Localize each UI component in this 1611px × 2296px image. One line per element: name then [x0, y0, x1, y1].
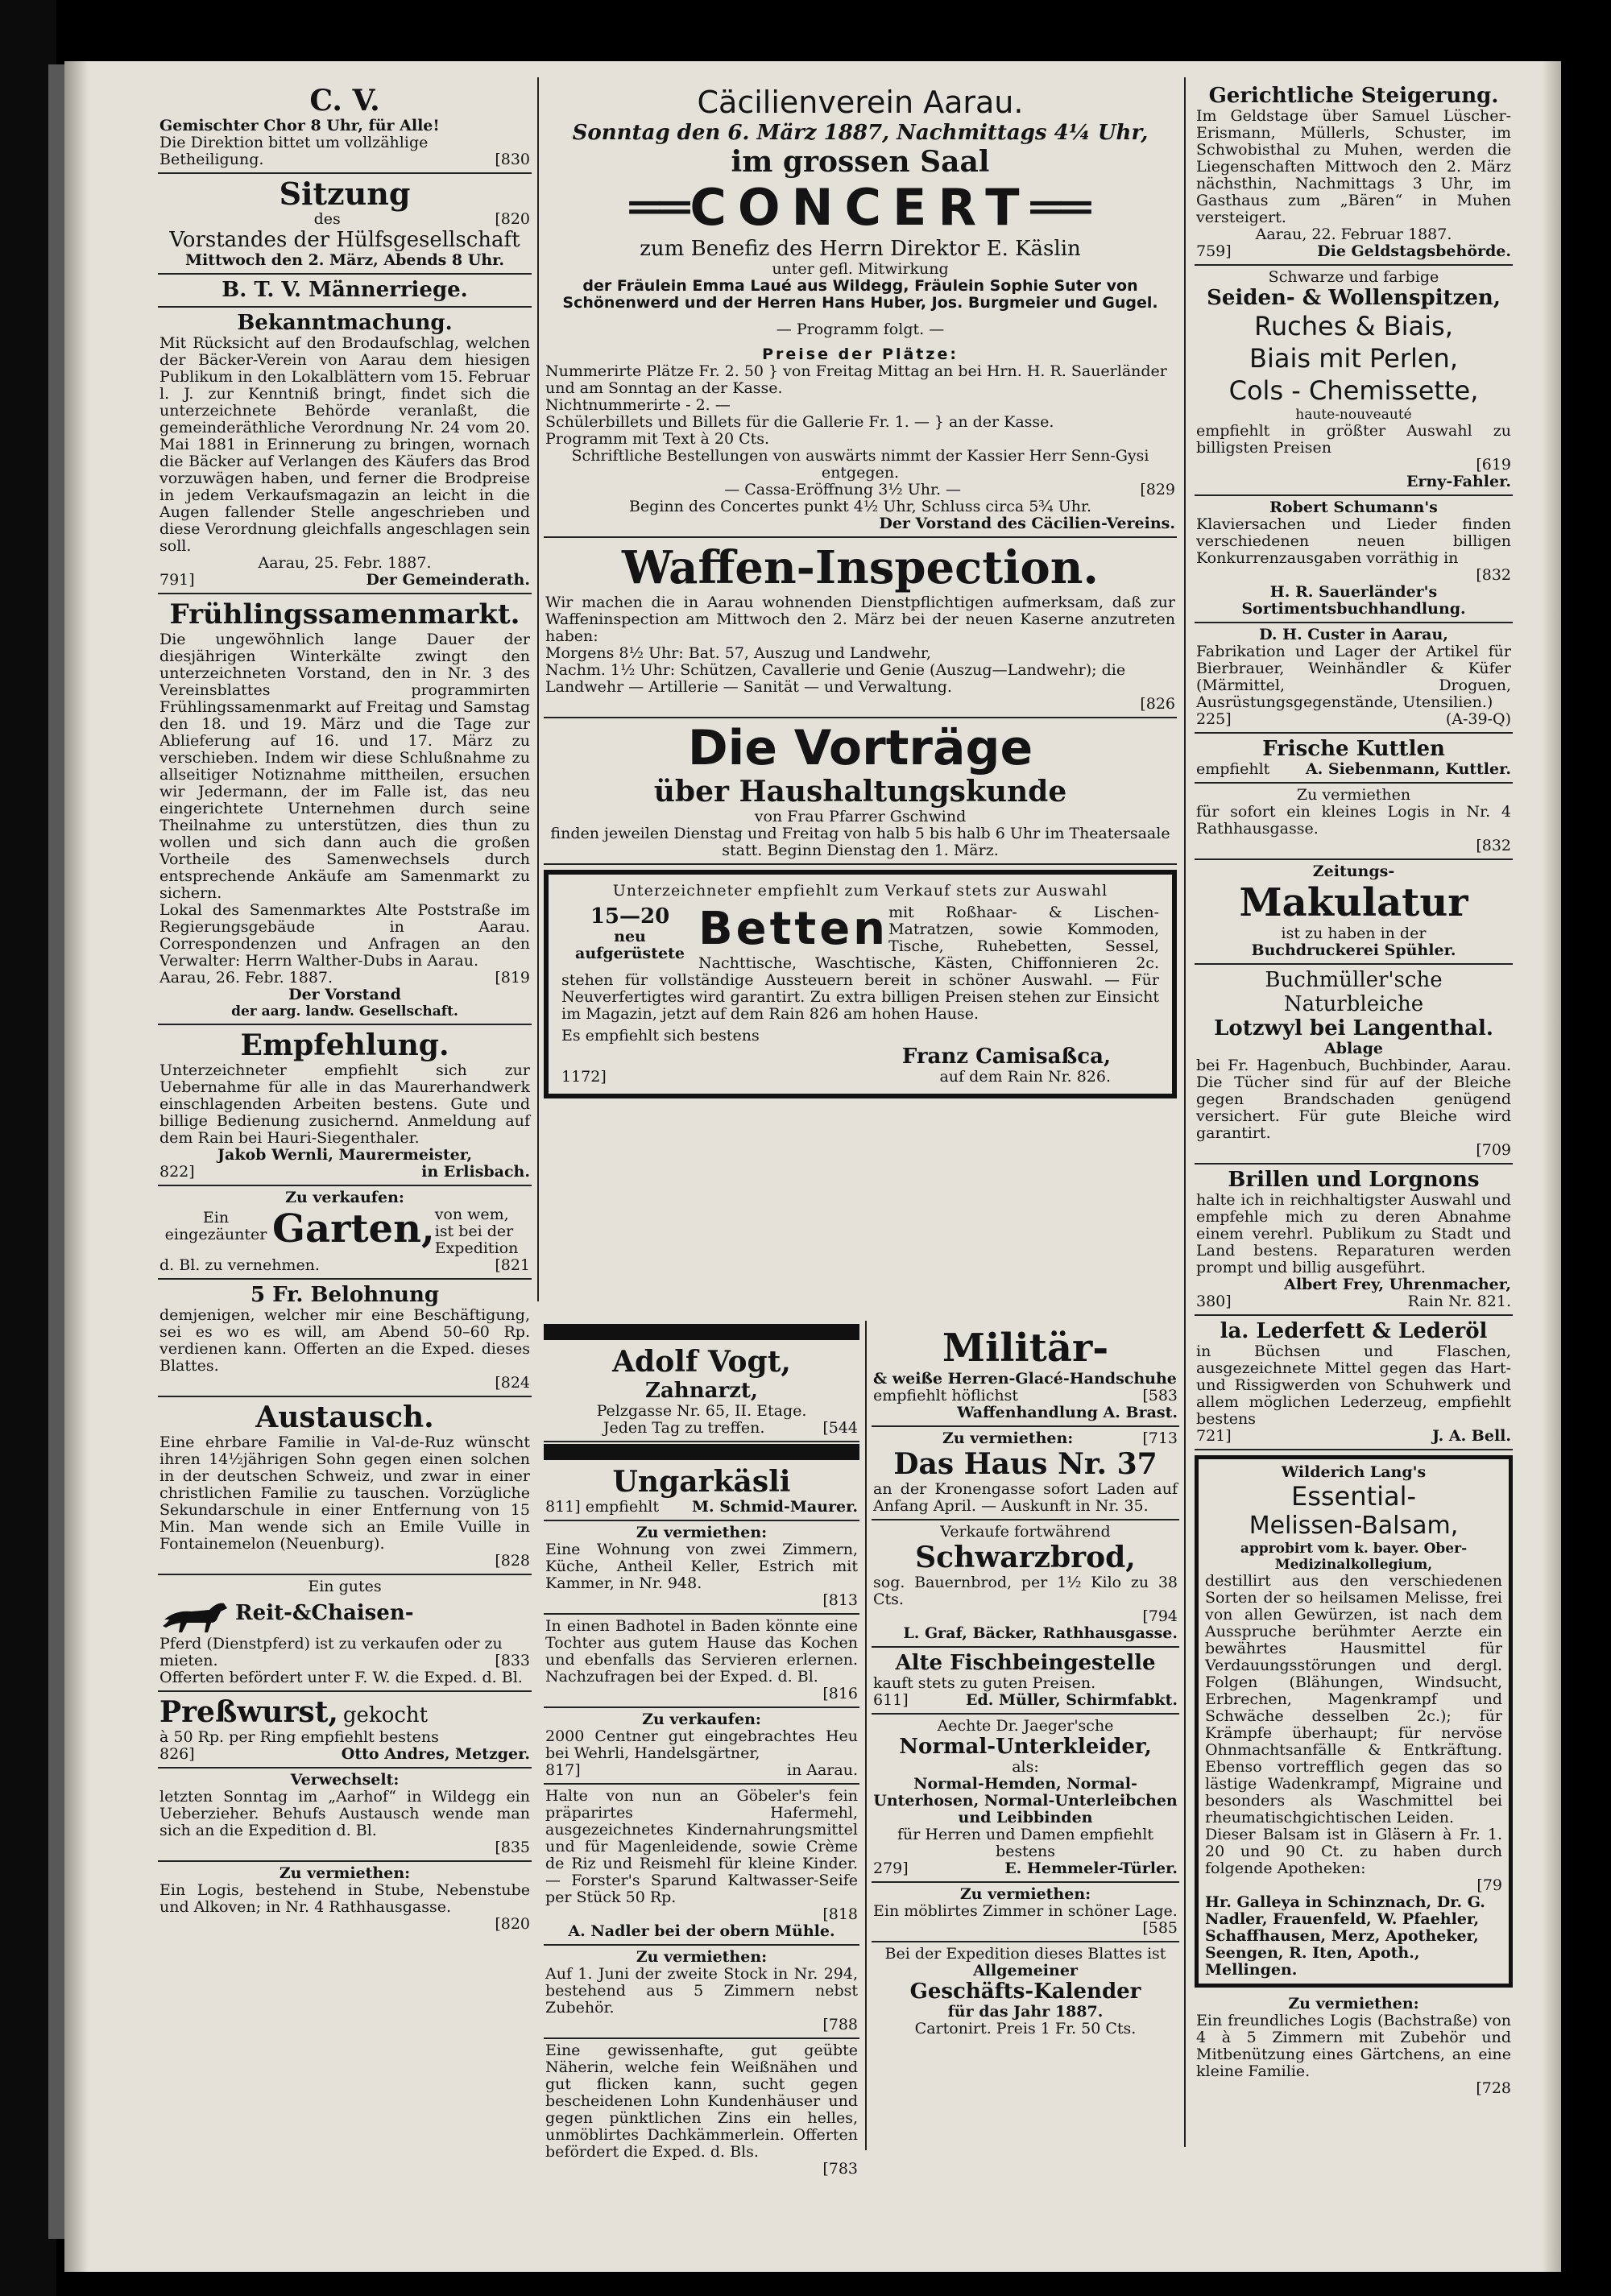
ad-line: empfiehlt: [585, 1498, 660, 1516]
ad-line: Wilderich Lang's: [1281, 1463, 1427, 1481]
ad-naeherin: [544, 2039, 859, 2182]
ad-line: Nummerirte Plätze Fr. 2. 50 } von Freitag Mittag an bei Hrn. H. R. Sauerländer und am Sonntag an der Kasse.: [545, 362, 1167, 397]
ad-zimmer: [872, 1883, 1179, 1942]
ad-text: der Fräulein Emma Laué aus Wildegg, Fräulein Sophie Suter von Schönenwerd und der Herren Hans Huber, Jos. Burgmeier und Gugel.: [562, 277, 1158, 312]
ad-ref: 811]: [545, 1498, 581, 1516]
page-edge-shadow: [1542, 61, 1561, 2272]
ad-text: Unterzeichneter empfiehlt sich zur Uebernahme für alle in das Maurerhandwerk einschlagenden Arbeiten bestens. Gute und billige Bedienung zusichernd. Anmeldung auf dem Rain bei Hauri-Siegenthaler.: [159, 1061, 530, 1147]
ad-text: von wem, ist bei der Expedition d. Bl. zu vernehmen.: [159, 1206, 519, 1274]
ad-ref: [830: [495, 151, 530, 168]
ad-line: zum Benefiz des Herrn Direktor E. Käslin: [640, 237, 1081, 261]
column-left: [158, 81, 532, 1937]
ad-line: haute-nouveauté: [1295, 407, 1412, 423]
ad-line: à 50 Rp. per Ring empfiehlt bestens: [159, 1728, 439, 1746]
ad-big: Seiden- & Wollenspitzen,: [1207, 286, 1501, 310]
ad-title: Ungarkäsli: [612, 1465, 791, 1499]
ad-text: kauft stets zu guten Preisen.: [873, 1674, 1096, 1692]
ad-ref: [713: [1142, 1429, 1178, 1447]
ad-title: Robert Schumann's: [1269, 499, 1438, 516]
ad-sign: A. Nadler bei der obern Mühle.: [568, 1922, 835, 1940]
ad-line: Nachm. 1½ Uhr: Schützen, Cavallerie und Genie (Auszug—Landwehr); die Landwehr — Artillerie — Sanität — und Verwaltung.: [545, 661, 1126, 696]
ad-text: Eine gewissenhafte, gut geübte Näherin, welche fein Weißnähen und gut flicken kann, sucht gegen bescheidenen Lohn Kundenhäuser und gegen pünktlichen Zins ein helles, unmöblirtes Dachkämmerlein. Offerten befördert die Exped. d. Bls.: [545, 2042, 858, 2161]
ad-head: Ablage: [1324, 1040, 1383, 1057]
ad-belohnung: [158, 1280, 532, 1397]
ad-logis2: [1195, 784, 1513, 860]
ad-ref: 817]: [545, 1761, 581, 1779]
ad-sign: M. Schmid-Maurer.: [692, 1498, 858, 1516]
ad-date: Aarau, 25. Febr. 1887.: [258, 554, 432, 572]
ad-text: demjenigen, welcher mir eine Beschäftigung, sei es wo es will, am Abend 50–60 Rp. verdienen kann. Offerten an die Exped. dieses Blattes.: [159, 1306, 530, 1375]
ad-ref: [829: [1140, 481, 1175, 499]
ad-text: In einen Badhotel in Baden könnte eine Tochter aus gutem Hause das Kochen und ebenfalls das Servieren erlernen. Nachzufragen bei der Exped. d. Bl.: [545, 1617, 858, 1686]
ad-title: Militär-: [942, 1326, 1109, 1371]
ad-text: Offerten befördert unter F. W. die Exped. d. Bl.: [159, 1669, 523, 1686]
ad-line: & weiße Herren-Glacé-Handschuhe: [873, 1370, 1177, 1388]
ad-title: B. T. V. Männerriege.: [222, 278, 468, 302]
ad-ref: [813: [822, 1591, 858, 1609]
ad-stock: [544, 1946, 859, 2039]
ad-addr: auf dem Rain Nr. 826.: [939, 1068, 1111, 1086]
ad-addr: Rain Nr. 821.: [1407, 1293, 1511, 1310]
ad-title: 5 Fr. Belohnung: [250, 1283, 440, 1307]
ad-head: Zu vermiethen:: [636, 1948, 768, 1966]
ad-ref: 759]: [1196, 242, 1232, 260]
column-rule: [537, 77, 539, 1301]
ad-title: Austausch.: [255, 1400, 434, 1434]
ad-ref: 1172]: [561, 1068, 607, 1086]
ad-title: Verwechselt:: [290, 1771, 400, 1789]
ad-ref: [832: [1476, 837, 1511, 854]
ad-line: Unterzeichneter empfiehlt zum Verkauf stets zur Auswahl: [612, 882, 1108, 900]
ad-ref: (A-39-Q): [1445, 710, 1511, 728]
ad-betten: [544, 870, 1177, 1098]
ad-steigerung: [1195, 81, 1513, 266]
ad-line: — Programm folgt. —: [776, 321, 945, 338]
ad-ref: [783: [822, 2160, 858, 2178]
ad-haus: [872, 1427, 1179, 1520]
ad-sub: über Haushaltungskunde: [653, 775, 1067, 809]
ad-line: unter gefl. Mitwirkung: [772, 260, 949, 278]
ad-line: des: [313, 210, 341, 228]
ad-head: Zu vermiethen: [1296, 786, 1411, 804]
ad-head: Zu vermiethen:: [636, 1524, 768, 1541]
ad-waffen: [544, 538, 1177, 718]
ad-text: sog. Bauernbrod, per 1½ Kilo zu 38 Cts.: [873, 1574, 1178, 1608]
ad-balsam: [1195, 1455, 1513, 1988]
ad-sub: Zahnarzt,: [644, 1379, 758, 1403]
ad-line: eingezäunter: [164, 1226, 267, 1243]
ad-date: Aarau, 26. Febr. 1887.: [159, 969, 333, 987]
ad-place: im grossen Saal: [731, 145, 990, 179]
ad-schumann: [1195, 496, 1513, 623]
ad-title: Gerichtliche Steigerung.: [1208, 84, 1499, 108]
ad-line: Schriftliche Bestellungen von auswärts nimmt der Kassier Herr Senn-Gysi entgegen.: [571, 447, 1149, 482]
horse-icon: [159, 1595, 230, 1636]
ad-sign: Franz Camisaßca,: [901, 1045, 1111, 1069]
ad-title: Bekanntmachung.: [237, 311, 453, 335]
ad-line: Pelzgasse Nr. 65, II. Etage.: [596, 1402, 807, 1420]
ad-sign: der aarg. landw. Gesellschaft.: [231, 1003, 458, 1020]
ad-line: Schwarze und farbige: [1268, 268, 1439, 286]
ad-ref: [820: [495, 210, 530, 228]
ad-ref: [816: [822, 1685, 858, 1702]
ad-presswurst: [158, 1692, 532, 1769]
column-middle-top: [544, 81, 1177, 1321]
ad-ref: 225]: [1196, 710, 1232, 728]
ad-title: Cäcilienverein Aarau.: [697, 85, 1024, 120]
ad-big: Makulatur: [1239, 880, 1468, 925]
ad-ref: [544: [822, 1419, 858, 1437]
ad-bekanntmachung: [158, 308, 532, 594]
divider-bar: [544, 1444, 859, 1460]
ad-ref: [818: [822, 1905, 858, 1923]
ad-line: Morgens 8½ Uhr: Bat. 57, Auszug und Landwehr,: [545, 644, 931, 662]
ad-text: Hr. Galleya in Schinznach, Dr. G. Nadler, Frauenfeld, W. Pfaehler, Schaffhausen, Merz, Apotheker, Seengen, R. Iten, Apoth., Mellingen.: [1205, 1893, 1485, 1979]
ad-text: Fabrikation und Lager der Artikel für Bierbrauer, Weinhändler & Küfer (Märmittel, Droguen, Ausrüstungsgegenstände, Utensilien.): [1196, 643, 1511, 711]
ad-sitzung: [158, 174, 532, 275]
ad-text: empfiehlt in größter Auswahl zu billigsten Preisen: [1196, 422, 1511, 457]
ad-title: Sitzung: [279, 176, 411, 212]
ad-big: Ruches & Biais,: [1254, 311, 1453, 341]
ad-text: Ein Logis, bestehend in Stube, Nebenstube und Alkoven; in Nr. 4 Rathhausgasse.: [159, 1881, 530, 1916]
ad-text: Dieser Balsam ist in Gläsern à Fr. 1. 20 und 90 Ct. zu haben durch folgende Apotheken:: [1205, 1826, 1502, 1877]
ad-line: Nichtnummerirte - 2. —: [545, 396, 731, 414]
ad-ref: [824: [495, 1374, 530, 1392]
ad-ref: [833: [495, 1652, 530, 1669]
column-rule: [865, 1321, 867, 2150]
ad-vortraege: [544, 718, 1177, 865]
ad-text: in Büchsen und Flaschen, ausgezeichnete Mittel gegen das Hart- und Rissigwerden von Schuhwerk und allem möglichen Lederzeug, empfiehlt bestens: [1196, 1342, 1511, 1428]
ad-big: Preßwurst,: [159, 1695, 338, 1729]
ad-hafer: [544, 1785, 859, 1946]
ad-ref: 611]: [873, 1691, 909, 1709]
ad-line: Ein: [202, 1209, 230, 1227]
ad-date: Sonntag den 6. März 1887, Nachmittags 4¼ Uhr,: [572, 121, 1149, 145]
ad-garten: [158, 1186, 532, 1280]
ad-line: Beginn des Concertes punkt 4½ Uhr, Schluss circa 5¾ Uhr.: [628, 498, 1092, 515]
ad-text: 2000 Centner gut eingebrachtes Heu bei Wehrli, Handelsgärtner,: [545, 1727, 858, 1762]
ad-line: Programm mit Text à 20 Cts.: [545, 430, 770, 448]
ad-text: halte ich in reichhaltigster Auswahl und empfehle mich zu deren Abnahme einem verehrl. Publikum zu Stadt und Land bestens. Reparaturen werden prompt und billig ausgeführt.: [1196, 1191, 1511, 1276]
ad-title: Empfehlung.: [240, 1028, 449, 1062]
ad-sign: Der Vorstand des Cäcilien-Vereins.: [879, 515, 1175, 532]
ad-big: Normal-Unterkleider,: [899, 1735, 1152, 1759]
ad-text: finden jeweilen Dienstag und Freitag von halb 5 bis halb 6 Uhr im Theatersaale statt. Beginn Dienstag den 1. März.: [550, 825, 1170, 859]
ad-head: Zu vermiethen:: [942, 1429, 1074, 1447]
ad-sign: Jakob Wernli, Maurermeister,: [217, 1146, 472, 1164]
divider-bar: [544, 1324, 859, 1340]
ad-empfehlung: [158, 1025, 532, 1186]
ad-btv: [158, 275, 532, 308]
ad-line: Ein gutes: [308, 1578, 382, 1595]
ad-text: an der Kronengasse sofort Laden auf Anfang April. — Auskunft in Nr. 35.: [873, 1480, 1178, 1515]
ad-big: Frische Kuttlen: [1262, 737, 1445, 761]
ad-line: Allgemeiner: [973, 1962, 1078, 1980]
ad-text: Die Direktion bittet um vollzählige Betheiligung.: [159, 134, 429, 168]
ad-ref: [794: [1142, 1607, 1178, 1625]
ad-text: Eine ehrbare Familie in Val-de-Ruz wünscht ihren 14½jährigen Sohn gegen einen solchen in der deutschen Schweiz, und zwar in einer christlichen Familie zu tauschen. Vorzügliche Sekundarschule in einer Entfernung von 15 Min. Man wende sich an Emile Vuille in Fontainemelon (Neuenburg).: [159, 1433, 530, 1553]
ad-big: ══CONCERT══: [629, 178, 1091, 237]
scan-edge: [48, 64, 64, 2239]
ad-kuttlen: [1195, 734, 1513, 784]
ad-ref: [79: [1476, 1876, 1502, 1894]
ad-big: Garten,: [272, 1206, 435, 1251]
ad-sign: J. A. Bell.: [1432, 1427, 1511, 1445]
ad-title: Zu vermiethen:: [279, 1864, 411, 1882]
ad-ref: 279]: [873, 1860, 909, 1877]
ad-ref: 721]: [1196, 1427, 1232, 1445]
ad-ref: 791]: [159, 571, 195, 589]
ad-sign: Der Vorstand: [288, 986, 401, 1003]
ad-heu: [544, 1708, 859, 1785]
ad-line: Preise der Plätze:: [762, 345, 959, 363]
ad-ref: [820: [495, 1915, 530, 1933]
ad-text: Im Geldstage über Samuel Lüscher-Erismann, Müllerls, Schuster, im Schwobisthal zu Muhen, werden die Liegenschaften Mittwoch den 2. März nächsthin, Nachmittags 3 Uhr, im Gasthaus zum „Bären“ in Muhen versteigert.: [1196, 107, 1511, 226]
ad-sign: Erny-Fahler.: [1406, 473, 1511, 490]
ad-text: letzten Sonntag im „Aarhof“ in Wildegg ein Ueberzieher. Behufs Austausch wende man sich an die Expedition d. Bl.: [159, 1788, 530, 1839]
ad-samenmarkt: [158, 594, 532, 1025]
ad-line: approbirt vom k. bayer. Ober-Medizinalkollegium,: [1240, 1541, 1468, 1573]
ad-text: Lokal des Samenmarktes Alte Poststraße im Regierungsgebäude in Aarau. Correspondenzen und Anfragen an den Verwalter: Herrn Walther-Dubs in Aarau.: [159, 901, 530, 970]
column-middle-left: [544, 1322, 859, 2178]
ad-text: Pferd (Dienstpferd) ist zu verkaufen oder zu mieten.: [159, 1635, 503, 1669]
ad-big: Schwarzbrod,: [915, 1541, 1136, 1574]
page-gutter-shadow: [64, 61, 89, 2272]
ad-text: Halte von nun an Göbeler's fein präparirtes Hafermehl, ausgezeichnetes Kindernahrungsmittel und für Magenleidende, sowie Crème de Riz und Reismehl für kleine Kinder. — Forster's Sparund Kaltwasser-Seife per Stück 50 Rp.: [545, 1787, 858, 1906]
ad-big: Melissen-Balsam,: [1249, 1512, 1459, 1540]
ad-big: Essential-: [1290, 1481, 1416, 1512]
ad-line: Cartonirt. Preis 1 Fr. 50 Cts.: [914, 2020, 1137, 2037]
ad-ref: [828: [495, 1552, 530, 1570]
ad-ref: [728: [1476, 2079, 1511, 2097]
ad-bleiche: [1195, 965, 1513, 1165]
ad-fisch: [872, 1648, 1179, 1715]
ad-line: von Frau Pfarrer Gschwind: [754, 808, 967, 825]
ad-big: Das Haus Nr. 37: [893, 1447, 1158, 1481]
ad-verwechselt: [158, 1769, 532, 1862]
ad-title: C. V.: [309, 84, 380, 118]
concert-title: CONCERT: [690, 178, 1031, 237]
ad-sign: Albert Frey, Uhrenmacher,: [1284, 1276, 1511, 1293]
ad-line: — Cassa-Eröffnung 3½ Uhr. —: [724, 481, 962, 499]
ad-line: als:: [1012, 1758, 1039, 1776]
ad-big: Alte Fischbeingestelle: [895, 1651, 1156, 1675]
ad-line: Vorstandes der Hülfsgesellschaft: [169, 228, 520, 252]
ad-date: Aarau, 22. Februar 1887.: [1255, 225, 1452, 243]
ad-line: Jeden Tag zu treffen.: [603, 1419, 765, 1437]
ad-line: Schülerbillets und Billets für die Gallerie Fr. 1. — } an der Kasse.: [545, 413, 1054, 431]
ad-big: Biais mit Perlen,: [1249, 343, 1458, 374]
ad-title: Waffen-Inspection.: [622, 541, 1099, 594]
ad-line: für das Jahr 1887.: [947, 2003, 1104, 2021]
ad-text: bei Fr. Hagenbuch, Buchbinder, Aarau. Die Tücher sind für auf der Bleiche gegen Brandschaden genügend versichert. Für gute Bleiche wird garantirt.: [1196, 1057, 1511, 1142]
ad-sign: Der Gemeinderath.: [366, 571, 530, 589]
ad-sign: Otto Andres, Metzger.: [341, 1745, 530, 1763]
ad-sign: Waffenhandlung A. Brast.: [957, 1404, 1178, 1421]
ad-ref: [709: [1476, 1141, 1511, 1159]
ad-ref: [585: [1142, 1919, 1178, 1937]
ad-line: Verkaufe fortwährend: [940, 1523, 1111, 1541]
ad-ref: 380]: [1196, 1293, 1232, 1310]
column-middle-right: [872, 1322, 1179, 2152]
column-right: [1195, 81, 1513, 2101]
column-rule: [1184, 77, 1186, 2147]
ad-big: Betten: [698, 903, 889, 955]
ad-text: Ein möblirtes Zimmer in schöner Lage.: [873, 1902, 1178, 1920]
ad-text: für sofort ein kleines Logis in Nr. 4 Rathhausgasse.: [1196, 803, 1511, 838]
ad-line: ist zu haben in der: [1281, 925, 1427, 942]
ad-ref: [832: [1476, 566, 1511, 584]
ad-sign: L. Graf, Bäcker, Rathhausgasse.: [903, 1624, 1178, 1642]
ad-big: la. Lederfett & Lederöl: [1220, 1319, 1488, 1343]
ad-big: Lotzwyl bei Langenthal.: [1214, 1016, 1493, 1040]
ad-head: Zu verkaufen:: [285, 1189, 404, 1206]
ad-text: Die ungewöhnlich lange Dauer der diesjährigen Winterkälte zwingt den unterzeichneten Vorstand, den in Nr. 3 des Vereinsblattes programmirten Frühlingssamenmarkt auf Freitag und Samstag den 18. und 19. März und die Tage zur Ablieferung auf 16. und 17. März zu verschieben. Indem wir diese Schlußnahme zu allseitiger Notiznahme mittheilen, ersuchen wir Jedermann, der im Falle ist, das neu eingerichtete Unternehmen durch seine Theilnahme zu unterstützen, dies thun zu wollen und sich dann auch die großen Vortheile des Samenwechsels durch entsprechende Ankäufe am Samenmarkt zu sichern.: [159, 631, 530, 902]
ad-pferd: [158, 1575, 532, 1692]
ad-text: Klaviersachen und Lieder finden verschiedenen neuen billigen Konkurrenzausgaben vorräthig in: [1196, 515, 1511, 567]
ad-line: 15—20: [590, 904, 670, 929]
ad-big: Die Vorträge: [687, 720, 1033, 776]
ad-head: Zu vermiethen:: [1288, 1995, 1419, 2013]
ad-text: Wir machen die in Aarau wohnenden Dienstpflichtigen aufmerksam, daß zur Waffeninspection am Mittwoch den 2. März bei der neuen Kaserne anzutreten haben:: [545, 594, 1175, 645]
ad-concert: [544, 81, 1177, 538]
ad-line: Aechte Dr. Jaeger'sche: [937, 1717, 1114, 1735]
ad-normal: [872, 1715, 1179, 1883]
ad-ref: [619: [1476, 456, 1511, 474]
ad-ref: 822]: [159, 1163, 195, 1181]
ad-big: Cols - Chemissette,: [1228, 375, 1479, 406]
ad-line: Bei der Expedition dieses Blattes ist: [884, 1945, 1166, 1963]
ad-ref: 826]: [159, 1745, 195, 1763]
ad-text: Eine Wohnung von zwei Zimmern, Küche, Antheil Keller, Estrich mit Kammer, in Nr. 948.: [545, 1541, 858, 1592]
ad-ref: [788: [822, 2016, 858, 2033]
ad-title: Adolf Vogt,: [612, 1345, 791, 1379]
ad-vogt: [544, 1342, 859, 1442]
ad-text: destillirt aus den verschiedenen Sorten der so heilsamen Melisse, frei von allen Gewürzen, ist nach dem Ausspruche berühmter Aerzte ein bewährtes Hausmittel für Verdauungsstörungen und dergl. Folgen (Blähungen, Windsucht, Erbrechen, Magenkrampf und Schwäche desselben 2c.); für Krämpfe überhaupt; für nervöse Ohnmachtsanfälle & Entkräftung. Ebenso vortrefflich gegen das so lästige Wadenkrampf, Migraine und besonders als Waschmittel bei rheumatischgichtischen Leiden.: [1205, 1572, 1502, 1826]
ad-kalender: [872, 1942, 1179, 2042]
ad-brod: [872, 1520, 1179, 1648]
ad-text: Auf 1. Juni der zweite Stock in Nr. 294, bestehend aus 5 Zimmern nebst Zubehör.: [545, 1965, 858, 2017]
ad-cv: [158, 81, 532, 174]
ad-sign: H. R. Sauerländer's Sortimentsbuchhandlung.: [1241, 583, 1466, 618]
ad-title: Frühlingssamenmarkt.: [169, 598, 520, 631]
ad-seiden: [1195, 266, 1513, 496]
ad-sign: Ed. Müller, Schirmfabkt.: [966, 1691, 1178, 1709]
ad-logis3: [1195, 1992, 1513, 2101]
ad-big: Brillen und Lorgnons: [1228, 1168, 1480, 1192]
ad-head: Zu verkaufen:: [642, 1711, 761, 1728]
ad-austausch: [158, 1397, 532, 1575]
ad-custer: [1195, 623, 1513, 734]
ad-leder: [1195, 1316, 1513, 1450]
ad-text: Mit Rücksicht auf den Brodaufschlag, welchen der Bäcker-Verein von Aarau dem hiesigen Publikum in den Lokalblättern vom 15. Februar l. J. zur Kenntniß bringt, findet sich die unterzeichnete Behörde veranlaßt, die gemeinderäthliche Verordnung Nr. 24 vom 20. Mai 1881 in Erinnerung zu bringen, wornach die Bäcker auf Verlangen des Käufers das Brod vorzuwägen haben, und ferner die Brodpreise in jedem Verkaufsmagazin an leicht in die Augen fallender Stelle angeschrieben und diese Verordnung gleichfalls angeschlagen sein soll.: [159, 334, 530, 555]
ad-sign: A. Siebenmann, Kuttler.: [1305, 760, 1511, 778]
ad-militaer: [872, 1322, 1179, 1427]
ad-big: gekocht: [342, 1703, 429, 1727]
ad-big: Buchmüller'sche Naturbleiche: [1265, 968, 1443, 1016]
ad-ref: [835: [495, 1839, 530, 1856]
ad-text: Ein freundliches Logis (Bachstraße) von 4 à 5 Zimmern mit Zubehör und Mitbenützung eines Gärtchens, an eine kleine Familie.: [1196, 2012, 1511, 2080]
ad-ref: [583: [1142, 1387, 1178, 1404]
ad-line: Gemischter Chor 8 Uhr, für Alle!: [159, 117, 440, 134]
ad-ref: [826: [1140, 695, 1175, 713]
ad-makulatur: [1195, 860, 1513, 965]
ad-line: für Herren und Damen empfiehlt bestens: [897, 1826, 1153, 1860]
ad-head: Zu vermiethen:: [959, 1885, 1091, 1903]
ad-brillen: [1195, 1165, 1513, 1316]
ad-line: Es empfiehlt sich bestens: [561, 1027, 760, 1045]
ad-place: in Erlisbach.: [421, 1163, 530, 1181]
ad-text: mit Roßhaar- & Lischen-Matratzen, sowie Kommoden, Tische, Ruhebetten, Sessel, Nachttische, Waschtische, Kästen, Chiffonnieren 2c. stehen für vollständige Aussteuern bereit in schöner Auswahl. — Für Neuverfertigtes wird garantirt. Zu extra billigen Preisen stehen zur Einsicht im Magazin, jetzt auf dem Rain 826 am hohen Hause.: [561, 904, 1159, 1023]
ad-sign: E. Hemmeler-Türler.: [1004, 1860, 1178, 1877]
ad-line: Mittwoch den 2. März, Abends 8 Uhr.: [184, 251, 505, 269]
ad-ref: [821: [495, 1256, 530, 1274]
ad-line: neu aufgerüstete: [575, 928, 685, 962]
ad-sign: Buchdruckerei Spühler.: [1251, 941, 1456, 959]
ad-wohnung: [544, 1521, 859, 1615]
ad-logis: [158, 1862, 532, 1937]
ad-line: empfiehlt höflichst: [873, 1387, 1019, 1404]
ad-ungar: [544, 1462, 859, 1521]
ad-big: Geschäfts-Kalender: [909, 1980, 1141, 2004]
ad-sign: Die Geldstagsbehörde.: [1317, 242, 1511, 260]
ad-place: in Aarau.: [786, 1761, 858, 1779]
ad-big: Reit-&Chaisen-: [235, 1601, 414, 1625]
ad-line: Zeitungs-: [1312, 863, 1395, 880]
ad-ref: [819: [495, 969, 530, 987]
ad-line: empfiehlt: [1196, 760, 1270, 778]
ad-title: D. H. Custer in Aarau,: [1259, 626, 1448, 643]
ad-baden: [544, 1615, 859, 1708]
ad-text: Normal-Hemden, Normal-Unterhosen, Normal-Unterleibchen und Leibbinden: [873, 1775, 1178, 1826]
